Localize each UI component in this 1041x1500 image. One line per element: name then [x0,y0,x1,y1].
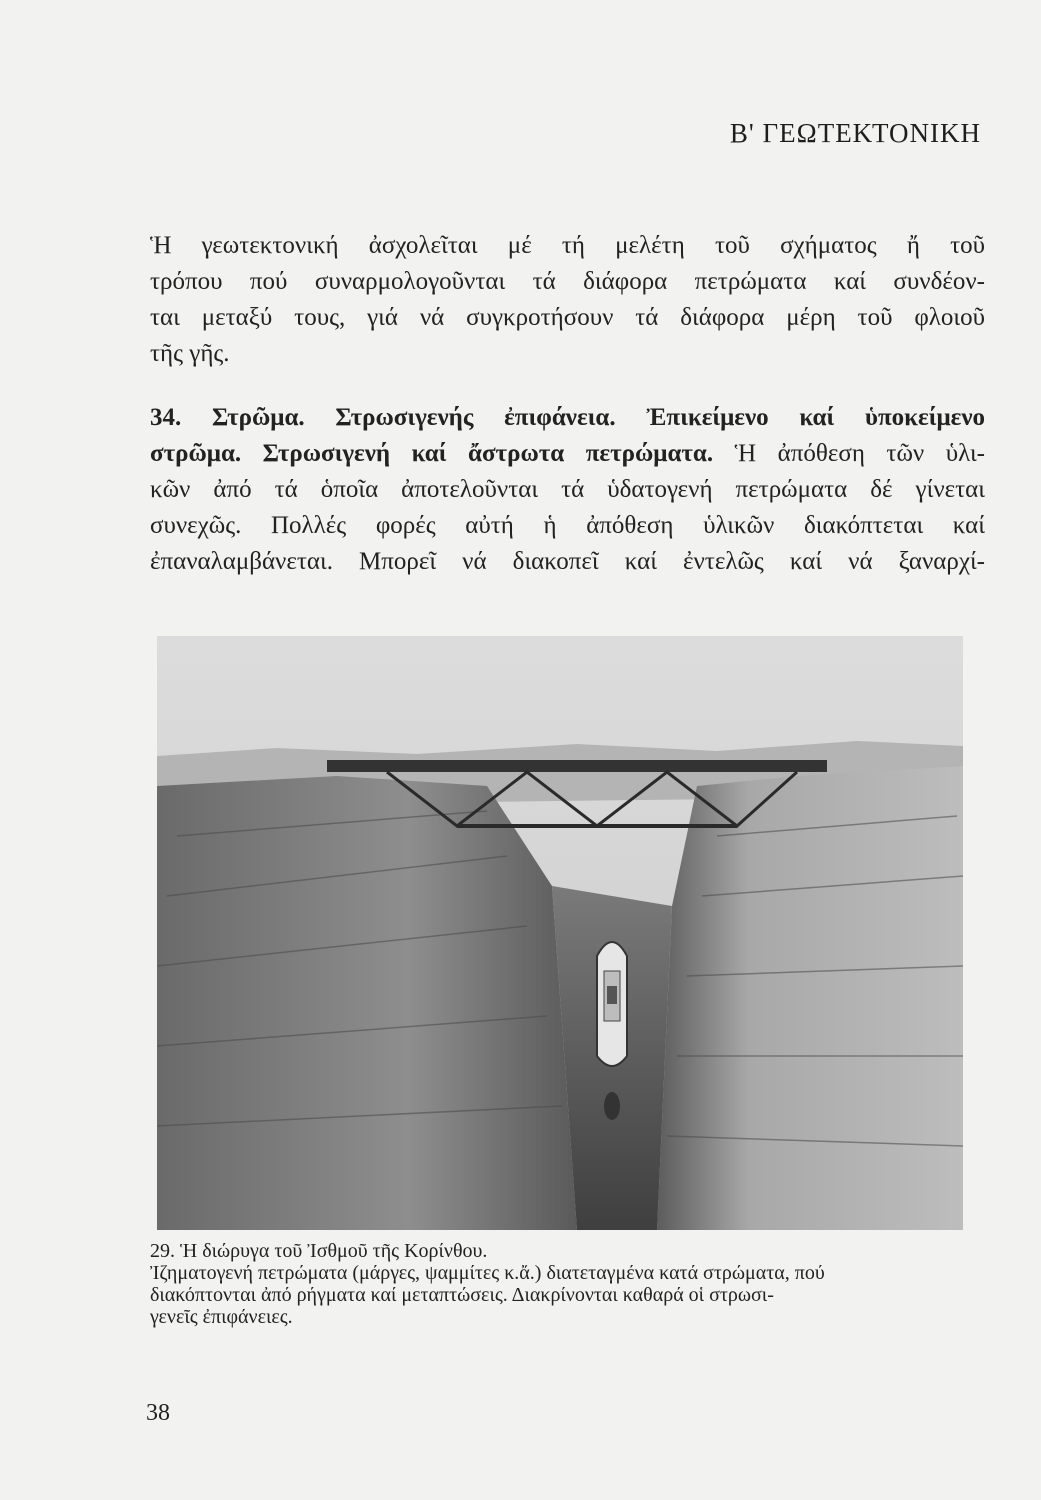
figure-caption [150,1240,980,1328]
intro-line: Ἡ γεωτεκτονική ἀσχολεῖται μέ τή μελέτη τοῦ σχήματος ἤ τοῦ [150,232,985,259]
section-heading [150,400,985,436]
section-body-start: Ἡ ἀπόθεση τῶν ὑλι- [713,440,985,467]
section-body-line: συνεχῶς. Πολλές φορές αὐτή ἡ ἀπόθεση ὑλικῶν διακόπτεται καί [150,512,985,539]
caption-line: γενεῖς ἐπιφάνειες. [150,1306,293,1328]
caption-line: διακόπτονται ἀπό ρήγματα καί μεταπτώσεις. Διακρίνονται καθαρά οἱ στρωσι- [150,1284,774,1306]
ship [597,942,627,1066]
intro-line: ται μεταξύ τους, γιά νά συγκροτήσουν τά διάφορα μέρη τοῦ φλοιοῦ [150,304,985,331]
page-number: 38 [146,1400,170,1426]
intro-line: τῆς γῆς. [150,340,230,367]
corinth-canal-photo [157,636,963,1230]
section-heading-continued [150,436,985,472]
section-34-paragraph [150,400,985,580]
chapter-title: Β' ΓΕΩΤΕΚΤΟΝΙΚΗ [729,118,981,148]
intro-paragraph [150,228,985,372]
section-heading-text: 34. Στρῶμα. Στρωσιγενής ἐπιφάνεια. Ἐπικείμενο καί ὑποκείμενο [150,404,985,431]
section-heading-bold: στρῶμα. Στρωσιγενή καί ἄστρωτα πετρώματα. [150,440,714,467]
section-body-line: ἐπαναλαμβάνεται. Μπορεῖ νά διακοπεῖ καί ἐντελῶς καί νά ξαναρχί- [150,548,985,575]
caption-title: 29. Ἡ διώρυγα τοῦ Ἰσθμοῦ τῆς Κορίνθου. [150,1240,488,1262]
caption-line: Ἰζηματογενή πετρώματα (μάργες, ψαμμίτες κ.ἄ.) διατεταγμένα κατά στρώματα, πού [150,1262,825,1284]
intro-line: τρόπου πού συναρμολογοῦνται τά διάφορα πετρώματα καί συνδέον- [150,268,985,295]
canal-illustration [157,636,963,1230]
section-body-line: κῶν ἀπό τά ὁποῖα ἀποτελοῦνται τά ὑδατογενή πετρώματα δέ γίνεται [150,476,985,503]
